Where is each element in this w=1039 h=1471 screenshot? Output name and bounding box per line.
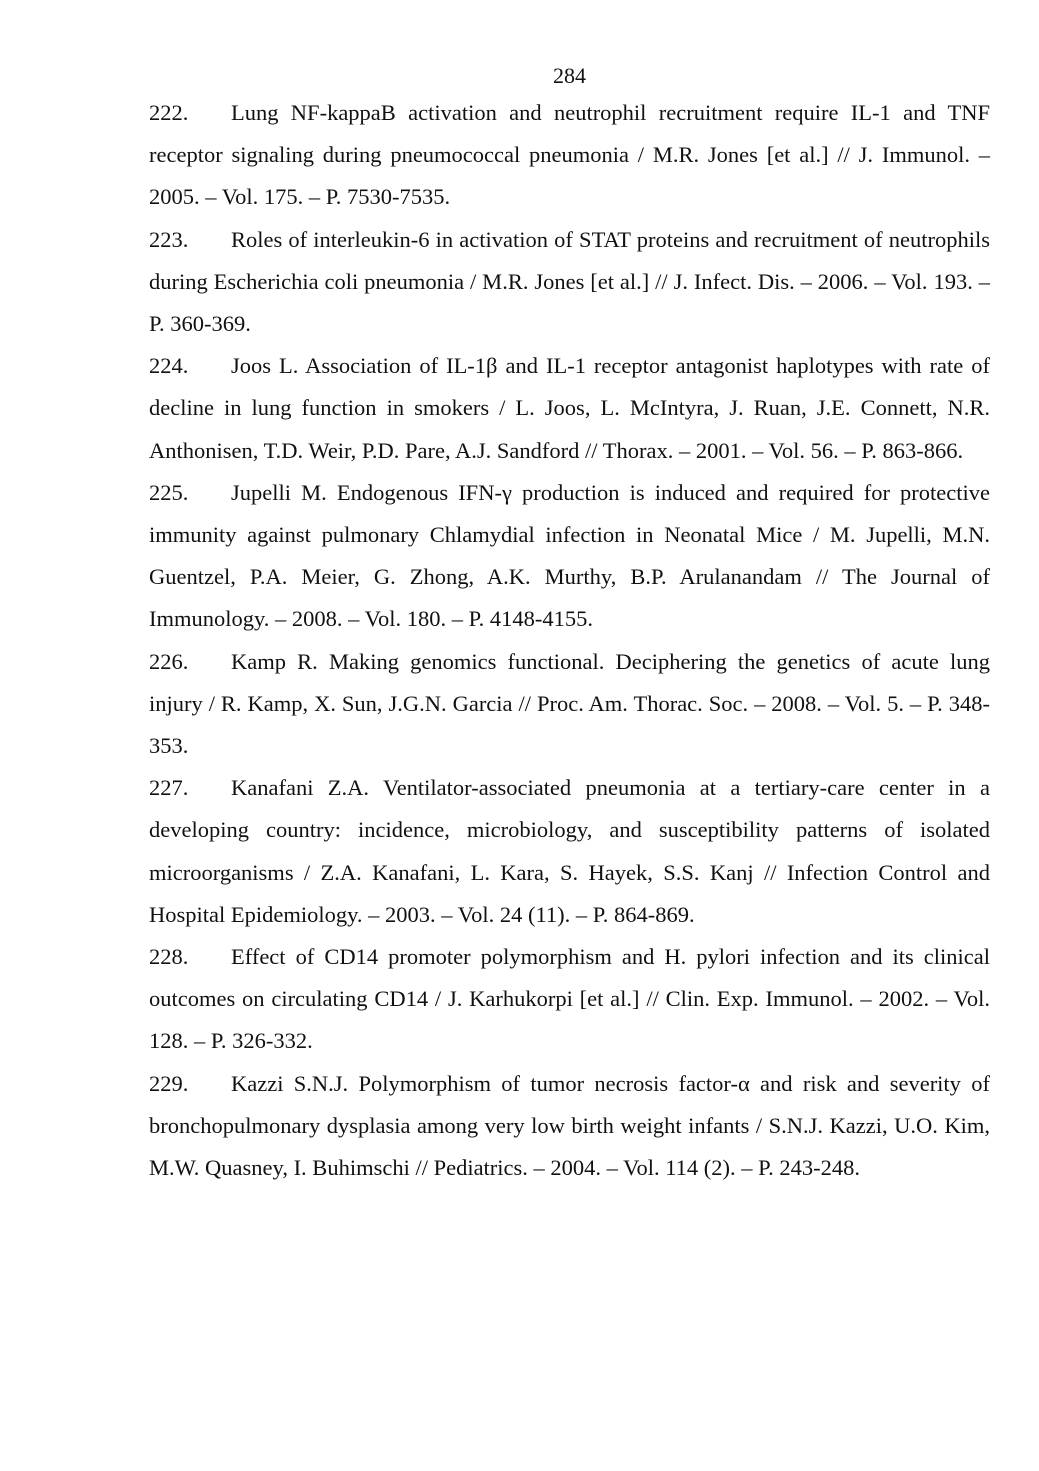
reference-text: Joos L. Association of IL-1β and IL-1 receptor antagonist haplotypes with rate of decline in lung function in smokers / L. Joos, L. McIntyra, J. Ruan, J.E. Connett, N.R. Anthonisen, T.D. Weir, P.D. Pare, A.J. Sandford // Thorax. – 2001. – Vol. 56. – P. 863-866. — [149, 353, 990, 463]
reference-number: 225. — [149, 479, 189, 505]
reference-item — [149, 92, 990, 219]
reference-number: 226. — [149, 648, 189, 674]
reference-number: 228. — [149, 944, 189, 970]
reference-item — [149, 219, 990, 346]
reference-text: Kanafani Z.A. Ventilator-associated pneumonia at a tertiary-care center in a developing country: incidence, microbiology, and susceptibility patterns of isolated microorganisms / Z.A. Kanafani, L. Kara, S. Hayek, S.S. Kanj // Infection Control and Hospital Epidemiology. – 2003. – Vol. 24 (11). – P. 864-869. — [149, 775, 990, 927]
reference-text: Kazzi S.N.J. Polymorphism of tumor necrosis factor-α and risk and severity of bronchopulmonary dysplasia among very low birth weight infants / S.N.J. Kazzi, U.O. Kim, M.W. Quasney, I. Buhimschi // Pediatrics. – 2004. – Vol. 114 (2). – P. 243-248. — [149, 1070, 990, 1181]
reference-text: Lung NF-kappaB activation and neutrophil recruitment require IL-1 and TNF receptor signaling during pneumococcal pneumonia / M.R. Jones [et al.] // J. Immunol. – 2005. – Vol. 175. – P. 7530-7535. — [149, 100, 990, 210]
reference-text: Kamp R. Making genomics functional. Deciphering the genetics of acute lung injury / R. Kamp, X. Sun, J.G.N. Garcia // Proc. Am. Thorac. Soc. – 2008. – Vol. 5. – P. 348-353. — [149, 648, 990, 759]
reference-number: 229. — [149, 1070, 189, 1096]
reference-text: Effect of CD14 promoter polymorphism and H. pylori infection and its clinical outcomes on circulating CD14 / J. Karhukorpi [et al.] // Clin. Exp. Immunol. – 2002. – Vol. 128. – P. 326-332. — [149, 944, 990, 1054]
reference-text: Jupelli M. Endogenous IFN-γ production is induced and required for protective immunity against pulmonary Chlamydial infection in Neonatal Mice / M. Jupelli, M.N. Guentzel, P.A. Meier, G. Zhong, A.K. Murthy, B.P. Arulanandam // The Journal of Immunology. – 2008. – Vol. 180. – P. 4148-4155. — [149, 479, 990, 632]
page-number: 284 — [553, 63, 586, 88]
reference-item — [149, 1063, 990, 1190]
reference-list — [149, 92, 990, 1189]
reference-number: 223. — [149, 226, 189, 252]
reference-number: 224. — [149, 353, 189, 379]
reference-number: 227. — [149, 775, 189, 801]
reference-item — [149, 641, 990, 768]
reference-item — [149, 936, 990, 1063]
reference-item — [149, 345, 990, 472]
reference-item — [149, 767, 990, 936]
reference-text: Roles of interleukin-6 in activation of STAT proteins and recruitment of neutrophils during Escherichia coli pneumonia / M.R. Jones [et al.] // J. Infect. Dis. – 2006. – Vol. 193. – P. 360-369. — [149, 226, 990, 337]
reference-number: 222. — [149, 100, 189, 125]
reference-item — [149, 472, 990, 641]
